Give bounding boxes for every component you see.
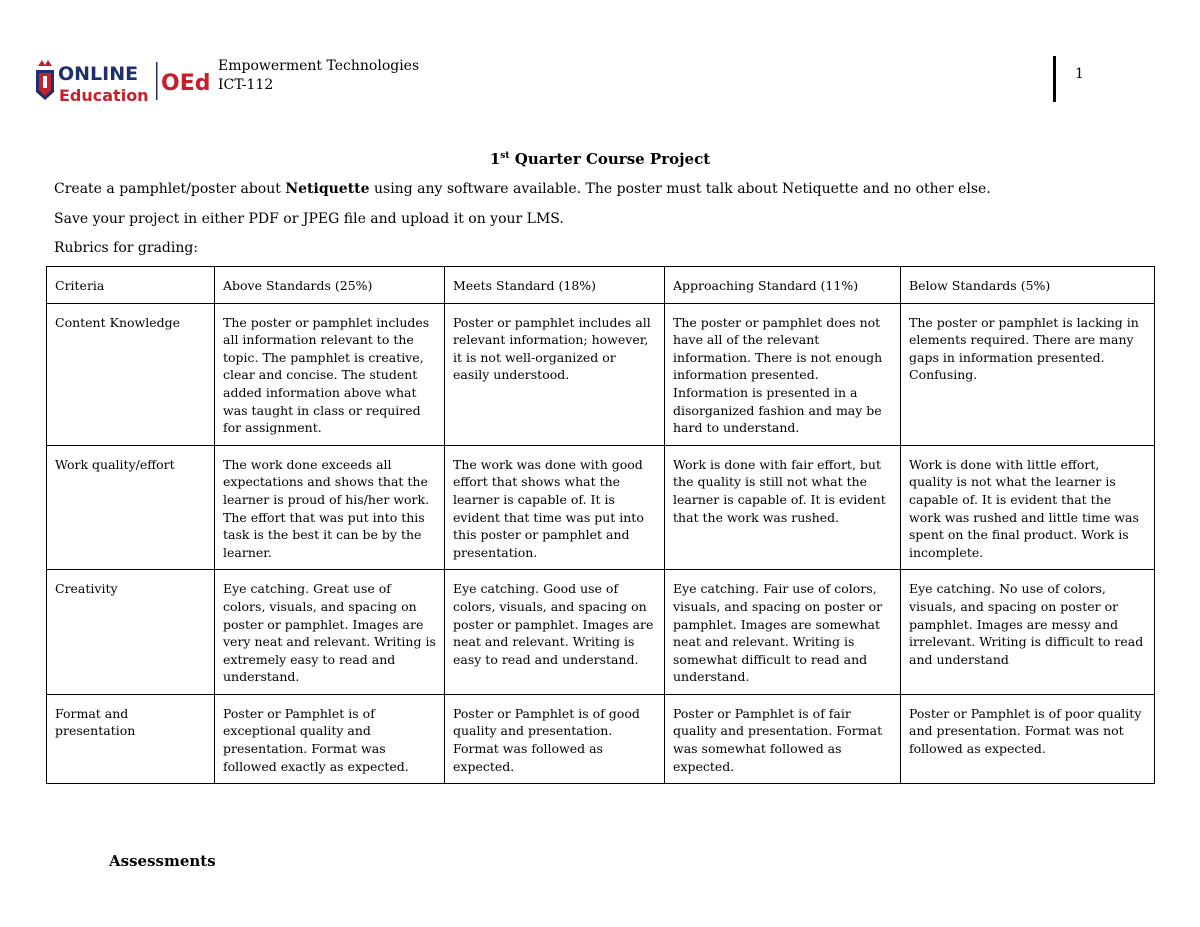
page-number: 1 [1075, 66, 1084, 82]
table-cell: Poster or Pamphlet is of exceptional quality and presentation. Format was followed exactly as expected. [215, 694, 445, 783]
title-ordinal-suffix: st [500, 151, 510, 161]
table-cell: Work is done with little effort, quality is not what the learner is capable of. It is evident that the work was rushed and little time was spent on the final product. Work is incomplete. [901, 445, 1155, 570]
criteria-cell: Content Knowledge [47, 303, 215, 445]
online-education-logo [34, 56, 214, 104]
course-info [218, 57, 419, 95]
header-below-standards: Below Standards (5%) [901, 267, 1155, 304]
table-row [47, 445, 1155, 570]
netiquette-keyword: Netiquette [285, 181, 370, 197]
course-name: Empowerment Technologies [218, 58, 420, 74]
header-meets-standard: Meets Standard (18%) [445, 267, 665, 304]
table-cell: Poster or Pamphlet is of fair quality and presentation. Format was somewhat followed as expected. [665, 694, 901, 783]
table-cell: Work is done with fair effort, but the quality is still not what the learner is capable of. It is evident that the work was rushed. [665, 445, 901, 570]
table-cell: Poster or Pamphlet is of good quality and presentation. Format was followed as expected. [445, 694, 665, 783]
criteria-cell: Work quality/effort [47, 445, 215, 570]
rubric-table [46, 266, 1155, 784]
instruction-1-post: using any software available. The poster must talk about Netiquette and no other else. [369, 181, 991, 197]
logo-abbr: OEd [161, 71, 211, 96]
table-row [47, 570, 1155, 695]
criteria-cell: Creativity [47, 570, 215, 695]
title-ordinal: 1 [489, 150, 501, 168]
instruction-line-1 [54, 181, 991, 197]
table-cell: Eye catching. No use of colors, visuals, and spacing on poster or pamphlet. Images are messy and irrelevant. Writing is difficult to read and understand [901, 570, 1155, 695]
page-title [0, 150, 1200, 168]
logo-text-bottom: Education [59, 86, 149, 104]
table-cell: The poster or pamphlet does not have all of the relevant information. There is not enough information presented. Information is presented in a disorganized fashion and may be hard to understand. [665, 303, 901, 445]
header-criteria: Criteria [47, 267, 215, 304]
table-cell: Poster or pamphlet includes all relevant information; however, it is not well-organized or easily understood. [445, 303, 665, 445]
header-divider [1053, 56, 1056, 102]
table-cell: The poster or pamphlet is lacking in elements required. There are many gaps in information presented. Confusing. [901, 303, 1155, 445]
instruction-line-2: Save your project in either PDF or JPEG file and upload it on your LMS. [54, 211, 564, 227]
course-code: ICT-112 [218, 77, 274, 93]
assessments-heading: Assessments [109, 852, 216, 870]
instruction-line-3: Rubrics for grading: [54, 240, 199, 256]
header-approaching-standard: Approaching Standard (11%) [665, 267, 901, 304]
table-cell: Eye catching. Great use of colors, visuals, and spacing on poster or pamphlet. Images are very neat and relevant. Writing is extremely easy to read and understand. [215, 570, 445, 695]
criteria-cell: Format and presentation [47, 694, 215, 783]
table-row [47, 694, 1155, 783]
table-cell: The work was done with good effort that shows what the learner is capable of. It is evident that time was put into this poster or pamphlet and presentation. [445, 445, 665, 570]
table-cell: Eye catching. Good use of colors, visuals, and spacing on poster or pamphlet. Images are neat and relevant. Writing is easy to read and understand. [445, 570, 665, 695]
table-cell: The work done exceeds all expectations and shows that the learner is proud of his/her work. The effort that was put into this task is the best it can be by the learner. [215, 445, 445, 570]
table-cell: Poster or Pamphlet is of poor quality and presentation. Format was not followed as expected. [901, 694, 1155, 783]
title-text: Quarter Course Project [514, 150, 711, 168]
instruction-1-pre: Create a pamphlet/poster about [54, 181, 286, 197]
table-cell: The poster or pamphlet includes all information relevant to the topic. The pamphlet is creative, clear and concise. The student added information above what was taught in class or required for assignment. [215, 303, 445, 445]
table-row [47, 303, 1155, 445]
logo-text-top: ONLINE [58, 63, 139, 85]
header-above-standards: Above Standards (25%) [215, 267, 445, 304]
rubric-header-row [47, 267, 1155, 304]
table-cell: Eye catching. Fair use of colors, visuals, and spacing on poster or pamphlet. Images are somewhat neat and relevant. Writing is somewhat difficult to read and understand. [665, 570, 901, 695]
